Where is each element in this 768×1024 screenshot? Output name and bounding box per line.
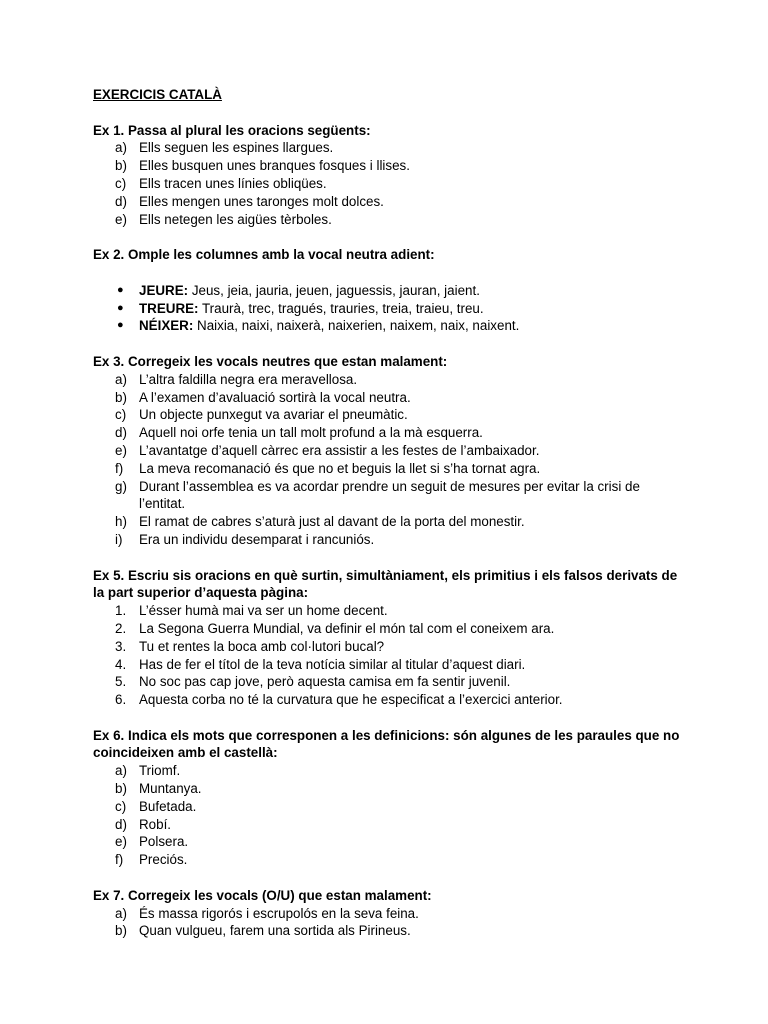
exercise-7-list [93, 905, 683, 941]
list-item [93, 193, 683, 211]
document-title: EXERCICIS CATALÀ [93, 87, 222, 102]
list-item [93, 371, 683, 389]
list-item-text: Un objecte punxegut va avariar el pneumàtic. [139, 407, 408, 423]
list-marker: i) [115, 531, 123, 547]
list-marker: d) [115, 425, 127, 441]
list-item-text: Aquell noi orfe tenia un tall molt profund a la mà esquerra. [139, 425, 483, 441]
list-item [93, 922, 683, 940]
list-item [93, 638, 683, 656]
list-marker: e) [115, 442, 127, 458]
list-marker: c) [115, 798, 127, 814]
exercise-2-heading: Ex 2. Omple les columnes amb la vocal neutra adient: [93, 247, 435, 263]
list-item [93, 389, 683, 407]
list-item-text: Preciós. [139, 852, 188, 868]
list-item [93, 300, 683, 318]
list-item-text: L’altra faldilla negra era meravellosa. [139, 371, 358, 387]
exercise-7-heading: Ex 7. Corregeix les vocals (O/U) que estan malament: [93, 887, 432, 903]
list-item [93, 620, 683, 638]
list-item-text: És massa rigorós i escrupolós en la seva feina. [139, 905, 419, 921]
list-item-text: La Segona Guerra Mundial, va definir el món tal com el coneixem ara. [139, 620, 555, 636]
list-marker: a) [115, 763, 127, 779]
exercise-3-heading: Ex 3. Corregeix les vocals neutres que estan malament: [93, 353, 448, 369]
list-item-text: El ramat de cabres s’aturà just al davant de la porta del monestir. [139, 514, 525, 530]
list-marker: e) [115, 211, 127, 227]
exercise-6 [93, 727, 683, 869]
exercise-2-list [93, 282, 683, 335]
list-item [93, 513, 683, 531]
list-item [93, 406, 683, 424]
list-item-text: La meva recomanació és que no et beguis la llet si s’ha tornat agra. [139, 460, 541, 476]
list-item [93, 762, 683, 780]
list-item-text: Has de fer el títol de la teva notícia similar al titular d’aquest diari. [139, 656, 526, 672]
list-item [93, 798, 683, 816]
list-item-text: Ells seguen les espines llargues. [139, 140, 334, 156]
list-item [93, 816, 683, 834]
list-item-text: Elles mengen unes taronges molt dolces. [139, 193, 384, 209]
list-item-text: No soc pas cap jove, però aquesta camisa em fa sentir juvenil. [139, 674, 511, 690]
list-item [93, 175, 683, 193]
list-item-text: Robí. [139, 816, 172, 832]
list-item-text: Durant l’assemblea es va acordar prendre un seguit de mesures per evitar la crisi de l’entitat. [139, 478, 640, 512]
exercise-3 [93, 353, 683, 549]
exercise-6-list [93, 762, 683, 869]
list-marker: b) [115, 158, 127, 174]
list-item-text: Era un individu desemparat i rancuniós. [139, 531, 375, 547]
list-item-text: A l’examen d’avaluació sortirà la vocal neutra. [139, 389, 411, 405]
list-marker: 3. [115, 638, 127, 654]
list-item [93, 905, 683, 923]
list-item-text: Traurà, trec, tragués, trauries, treia, traieu, treu. [198, 300, 484, 316]
list-item [93, 780, 683, 798]
exercise-3-list [93, 371, 683, 549]
list-item [93, 460, 683, 478]
list-item-text: Naixia, naixi, naixerà, naixerien, naixem, naix, naixent. [193, 318, 520, 334]
list-item [93, 602, 683, 620]
list-marker: e) [115, 834, 127, 850]
exercise-1 [93, 122, 683, 229]
list-marker: a) [115, 371, 127, 387]
verb-term: JEURE: [139, 282, 189, 298]
list-item [93, 442, 683, 460]
exercise-5-list [93, 602, 683, 709]
exercise-7 [93, 887, 683, 940]
list-item-text: Ells netegen les aigües tèrboles. [139, 211, 332, 227]
list-marker: a) [115, 905, 127, 921]
list-item-text: Elles busquen unes branques fosques i llises. [139, 158, 410, 174]
list-item [93, 157, 683, 175]
list-marker: 2. [115, 620, 127, 636]
list-item [93, 478, 683, 514]
bullet-icon: ● [117, 319, 124, 332]
exercise-6-heading: Ex 6. Indica els mots que corresponen a les definicions: són algunes de les paraules que no coincideixen amb el castellà: [93, 727, 680, 761]
list-item-text: Polsera. [139, 834, 189, 850]
list-marker: g) [115, 478, 127, 494]
exercise-2 [93, 246, 683, 335]
list-item [93, 282, 683, 300]
list-item [93, 691, 683, 709]
list-item [93, 531, 683, 549]
document-content [93, 86, 683, 958]
list-item [93, 833, 683, 851]
list-marker: h) [115, 514, 127, 530]
list-item [93, 424, 683, 442]
list-item-text: Triomf. [139, 763, 181, 779]
list-item-text: Muntanya. [139, 781, 202, 797]
list-item [93, 317, 683, 335]
list-marker: b) [115, 781, 127, 797]
exercise-5-heading: Ex 5. Escriu sis oracions en què surtin, simultàniament, els primitius i els falsos derivats de la part superior d’aquesta pàgina: [93, 567, 678, 601]
list-item-text: Bufetada. [139, 798, 197, 814]
verb-term: NÉIXER: [139, 318, 194, 334]
list-marker: b) [115, 389, 127, 405]
list-item-text: Tu et rentes la boca amb col·lutori bucal? [139, 638, 385, 654]
bullet-icon: ● [117, 283, 124, 296]
list-marker: 6. [115, 692, 127, 708]
list-item [93, 673, 683, 691]
list-marker: d) [115, 816, 127, 832]
list-item [93, 139, 683, 157]
list-marker: c) [115, 175, 127, 191]
list-marker: 5. [115, 674, 127, 690]
list-marker: a) [115, 140, 127, 156]
list-item-text: Ells tracen unes línies obliqües. [139, 175, 327, 191]
list-marker: f) [115, 460, 124, 476]
bullet-icon: ● [117, 301, 124, 314]
list-item [93, 851, 683, 869]
list-marker: d) [115, 193, 127, 209]
list-marker: f) [115, 852, 124, 868]
verb-term: TREURE: [139, 300, 199, 316]
list-item [93, 211, 683, 229]
list-marker: 4. [115, 656, 127, 672]
list-marker: b) [115, 923, 127, 939]
exercise-1-heading: Ex 1. Passa al plural les oracions següents: [93, 122, 371, 138]
list-marker: c) [115, 407, 127, 423]
list-item-text: Quan vulgueu, farem una sortida als Pirineus. [139, 923, 411, 939]
exercise-5 [93, 567, 683, 709]
list-item-text: Aquesta corba no té la curvatura que he especificat a l’exercici anterior. [139, 692, 563, 708]
exercise-1-list [93, 139, 683, 228]
list-item-text: L’avantatge d’aquell càrrec era assistir a les festes de l’ambaixador. [139, 442, 540, 458]
list-marker: 1. [115, 603, 127, 619]
list-item [93, 656, 683, 674]
list-item-text: Jeus, jeia, jauria, jeuen, jaguessis, jauran, jaient. [188, 282, 480, 298]
list-item-text: L’ésser humà mai va ser un home decent. [139, 603, 388, 619]
